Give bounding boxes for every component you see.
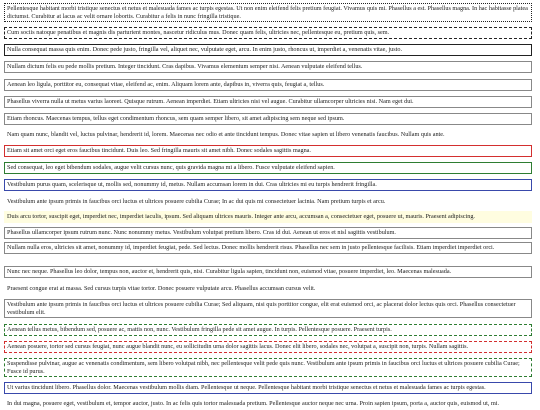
- paragraph-block-11: Vestibulum purus quam, scelerisque ut, mollis sed, nonummy id, metus. Nullam accumsan lorem in dui. Cras ultricies mi eu turpis hendrerit fringilla.: [4, 179, 532, 191]
- paragraph-block-15: Nullam nulla eros, ultricies sit amet, nonummy id, imperdiet feugiat, pede. Sed lectus. Donec mollis hendrerit risus. Phasellus nec sem in justo pellentesque facilisis. Etiam imperdiet imperdiet orci.: [4, 242, 532, 254]
- paragraph-block-6: Phasellus viverra nulla ut metus varius laoreet. Quisque rutrum. Aenean imperdiet. Etiam ultricies nisi vel augue. Curabitur ullamcorper ultricies nisi. Nam eget dui.: [4, 96, 532, 108]
- paragraph-block-1: Pellentesque habitant morbi tristique senectus et netus et malesuada fames ac turpis egestas. Ut non enim eleifend felis pretium feugiat. Vivamus quis mi. Phasellus a est. Phasellus magna. In hac habitasse platea dictumst. Curabitur at lacus ac velit ornare lobortis. Curabitur a felis in nunc fringilla tristique.: [4, 3, 532, 22]
- paragraph-block-3: Nulla consequat massa quis enim. Donec pede justo, fringilla vel, aliquet nec, vulputate eget, arcu. In enim justo, rhoncus ut, imperdiet a, venenatis vitae, justo.: [4, 44, 532, 56]
- paragraph-block-16: Nunc nec neque. Phasellus leo dolor, tempus non, auctor et, hendrerit quis, nisi. Curabitur ligula sapien, tincidunt non, euismod vitae, posuere imperdiet, leo. Maecenas malesuada.: [4, 266, 532, 278]
- paragraph-block-17: Praesent congue erat at massa. Sed cursus turpis vitae tortor. Donec posuere vulputate arcu. Phasellus accumsan cursus velit.: [7, 285, 316, 292]
- paragraph-block-8: Nam quam nunc, blandit vel, luctus pulvinar, hendrerit id, lorem. Maecenas nec odio et ante tincidunt tempus. Donec vitae sapien ut libero venenatis faucibus. Nullam quis ante.: [7, 131, 445, 138]
- paragraph-block-22: Ut varius tincidunt libero. Phasellus dolor. Maecenas vestibulum mollis diam. Pellentesque ut neque. Pellentesque habitant morbi tristique senectus et netus et malesuada fames ac turpis egestas.: [4, 382, 532, 394]
- paragraph-block-5: Aenean leo ligula, porttitor eu, consequat vitae, eleifend ac, enim. Aliquam lorem ante, dapibus in, viverra quis, feugiat a, tellus.: [4, 79, 532, 91]
- paragraph-block-21: Suspendisse pulvinar, augue ac venenatis condimentum, sem libero volutpat nibh, nec pellentesque velit pede quis nunc. Vestibulum ante ipsum primis in faucibus orci luctus et ultrices posuere cubilia Curae; Fusce id purus.: [4, 358, 532, 377]
- paragraph-block-18: Vestibulum ante ipsum primis in faucibus orci luctus et ultrices posuere cubilia Curae; Sed aliquam, nisi quis porttitor congue, elit erat euismod orci, ac placerat dolor lectus quis orci. Phasellus consectetuer vestibulum elit.: [4, 299, 532, 318]
- paragraph-block-12: Vestibulum ante ipsum primis in faucibus orci luctus et ultrices posuere cubilia Curae; In ac dui quis mi consectetuer lacinia. Nam pretium turpis et arcu.: [7, 198, 386, 205]
- paragraph-block-9: Etiam sit amet orci eget eros faucibus tincidunt. Duis leo. Sed fringilla mauris sit amet nibh. Donec sodales sagittis magna.: [4, 145, 532, 157]
- paragraph-block-7: Etiam rhoncus. Maecenas tempus, tellus eget condimentum rhoncus, sem quam semper libero, sit amet adipiscing sem neque sed ipsum.: [4, 113, 532, 125]
- paragraph-block-13: Duis arcu tortor, suscipit eget, imperdiet nec, imperdiet iaculis, ipsum. Sed aliquam ultrices mauris. Integer ante arcu, accumsan a, consectetuer eget, posuere ut, mauris. Praesent adipiscing.: [4, 211, 532, 223]
- paragraph-block-10: Sed consequat, leo eget bibendum sodales, augue velit cursus nunc, quis gravida magna mi a libero. Fusce vulputate eleifend sapien.: [4, 162, 532, 174]
- paragraph-block-19: Aenean tellus metus, bibendum sed, posuere ac, mattis non, nunc. Vestibulum fringilla pede sit amet augue. In turpis. Pellentesque posuere. Praesent turpis.: [4, 324, 532, 336]
- paragraph-block-20: Aenean posuere, tortor sed cursus feugiat, nunc augue blandit nunc, eu sollicitudin urna dolor sagittis lacus. Donec elit libero, sodales nec, volutpat a, suscipit non, turpis. Nullam sagittis.: [4, 341, 532, 353]
- paragraph-block-2: Cum sociis natoque penatibus et magnis dis parturient montes, nascetur ridiculus mus. Donec quam felis, ultricies nec, pellentesque eu, pretium quis, sem.: [4, 27, 532, 39]
- paragraph-block-4: Nullam dictum felis eu pede mollis pretium. Integer tincidunt. Cras dapibus. Vivamus elementum semper nisi. Aenean vulputate eleifend tellus.: [4, 61, 532, 73]
- paragraph-block-14: Phasellus ullamcorper ipsum rutrum nunc. Nunc nonummy metus. Vestibulum volutpat pretium libero. Cras id dui. Aenean ut eros et nisl sagittis vestibulum.: [4, 227, 532, 239]
- paragraph-block-23: In dui magna, posuere eget, vestibulum et, tempor auctor, justo. In ac felis quis tortor malesuada pretium. Pellentesque auctor neque nec urna. Proin sapien ipsum, porta a, auctor quis, euismod ut, mi.: [7, 400, 500, 407]
